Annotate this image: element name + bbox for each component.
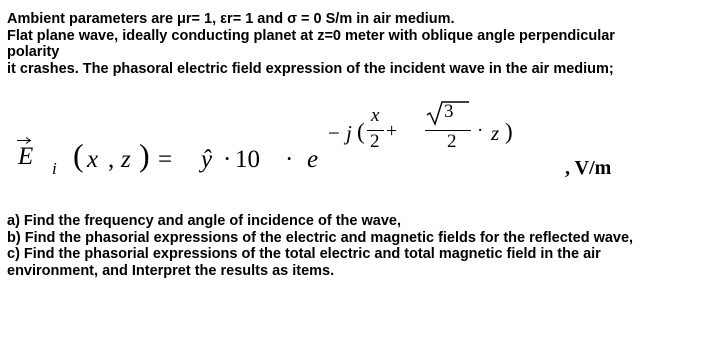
variable-x: x: [87, 146, 99, 173]
comma: ,: [108, 146, 115, 173]
multiply-dot-2: ·: [285, 146, 294, 173]
amplitude: 10: [235, 146, 260, 173]
field-symbol: E: [18, 143, 34, 170]
multiply-dot: ·: [223, 146, 232, 173]
intro-line-4: it crashes. The phasoral electric field expression of the incident wave in the air medium;: [7, 60, 614, 77]
intro-line-1: Ambient parameters are μr= 1, εr= 1 and σ = 0 S/m in air medium.: [7, 11, 455, 27]
fraction-1-denominator: 2: [370, 131, 380, 152]
field-subscript: i: [52, 159, 57, 178]
exponent-minus: −: [328, 121, 340, 145]
intro-line-3: polarity: [7, 44, 60, 60]
unit-label: , V/m: [565, 157, 612, 179]
equals-sign: =: [158, 146, 173, 173]
question-b: b) Find the phasorial expressions of the electric and magnetic fields for the reflected wave,: [7, 229, 634, 246]
open-paren: (: [73, 137, 84, 173]
exponent-plus: +: [386, 120, 398, 142]
fraction-1-numerator: x: [371, 105, 380, 126]
exponent-dot: ·: [477, 120, 484, 141]
problem-statement: [7, 11, 615, 77]
exponent-open-paren: (: [357, 119, 365, 144]
question-list: [7, 213, 633, 279]
question-c: c) Find the phasorial expressions of the total electric and total magnetic field in the air: [7, 246, 601, 262]
close-paren: ): [139, 137, 150, 173]
field-equation: [0, 95, 706, 195]
unit-vector-y: ŷ: [201, 146, 213, 173]
sqrt-radicand: 3: [444, 101, 454, 122]
exponent-j: j: [346, 121, 352, 145]
fraction-2-denominator: 2: [447, 131, 457, 152]
intro-line-2: Flat plane wave, ideally conducting planet at z=0 meter with oblique angle perpendicular: [7, 27, 615, 44]
question-c-continued: environment, and Interpret the results as items.: [7, 262, 335, 279]
question-a: a) Find the frequency and angle of incidence of the wave,: [7, 213, 401, 229]
variable-z: z: [121, 146, 131, 173]
exponent-z: z: [491, 121, 500, 145]
exponential-base: e: [307, 146, 319, 173]
exponent-close-paren: ): [505, 119, 513, 144]
